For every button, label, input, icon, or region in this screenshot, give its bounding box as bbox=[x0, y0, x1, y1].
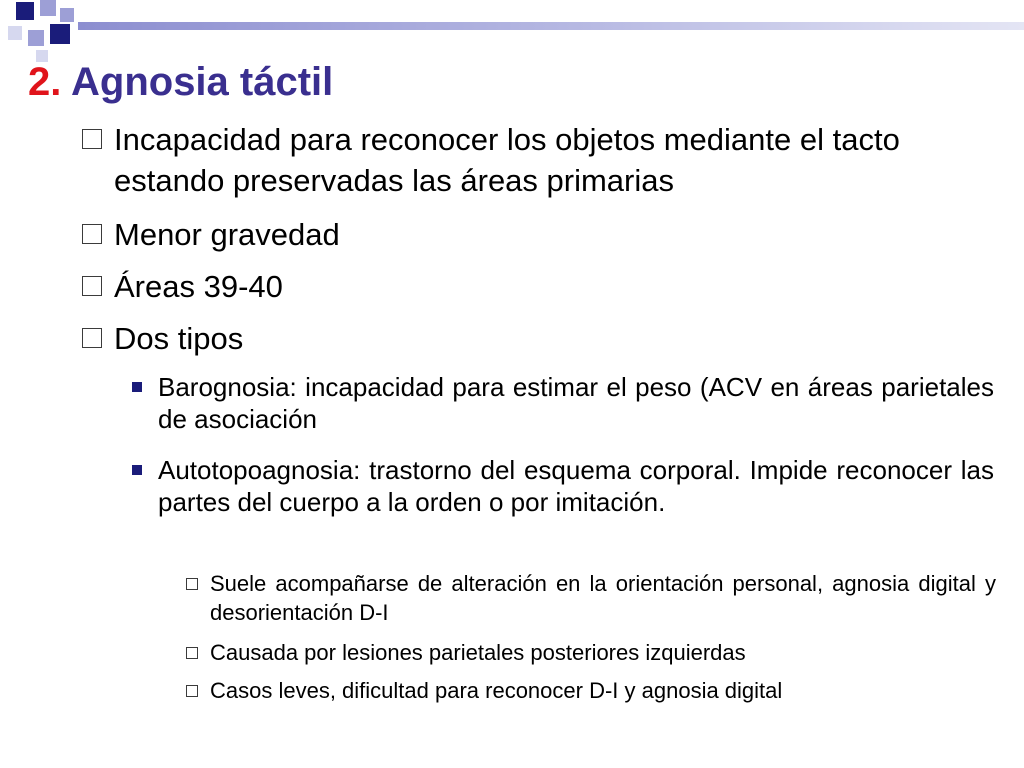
subsubbullet-1 bbox=[186, 569, 996, 627]
subbullet-2-text: Autotopoagnosia: trastorno del esquema corporal. Impide reconocer las partes del cuerpo a la orden o por imitación. bbox=[158, 455, 994, 517]
hollow-square-icon bbox=[82, 224, 102, 244]
hollow-square-icon bbox=[186, 578, 198, 590]
bullet-4 bbox=[82, 318, 1002, 359]
title-number: 2. bbox=[28, 60, 62, 104]
subsubbullet-3-text: Casos leves, dificultad para reconocer D-I y agnosia digital bbox=[210, 678, 783, 703]
decor-top-bar bbox=[78, 22, 1024, 30]
decor-square-lavender-3 bbox=[28, 30, 44, 46]
decor-square-lavender-1 bbox=[40, 0, 56, 16]
decor-square-navy-1 bbox=[16, 2, 34, 20]
filled-square-icon bbox=[132, 382, 142, 392]
bullet-2-text: Menor gravedad bbox=[114, 217, 340, 252]
bullet-1-text: Incapacidad para reconocer los objetos mediante el tacto estando preservadas las áreas primarias bbox=[114, 122, 900, 198]
subsubbullet-3 bbox=[186, 676, 996, 705]
title-text: Agnosia táctil bbox=[71, 60, 334, 104]
hollow-square-icon bbox=[186, 685, 198, 697]
subsubbullet-2-text: Causada por lesiones parietales posteriores izquierdas bbox=[210, 640, 746, 665]
hollow-square-icon bbox=[82, 129, 102, 149]
bullet-3-text: Áreas 39-40 bbox=[114, 269, 283, 304]
bullet-2 bbox=[82, 214, 1002, 255]
bullet-3 bbox=[82, 266, 1002, 307]
slide-title bbox=[28, 58, 333, 106]
subbullet-1-text: Barognosia: incapacidad para estimar el peso (ACV en áreas parietales de asociación bbox=[158, 372, 994, 434]
bullet-4-text: Dos tipos bbox=[114, 321, 244, 356]
bullet-1 bbox=[82, 119, 1002, 201]
decor-square-lavender-2 bbox=[60, 8, 74, 22]
hollow-square-icon bbox=[82, 276, 102, 296]
hollow-square-icon bbox=[186, 647, 198, 659]
subbullet-2 bbox=[132, 454, 994, 550]
subbullet-1 bbox=[132, 371, 994, 435]
subsubbullet-1-text: Suele acompañarse de alteración en la orientación personal, agnosia digital y desorientación D-I bbox=[210, 571, 996, 625]
decor-square-navy-2 bbox=[50, 24, 70, 44]
hollow-square-icon bbox=[82, 328, 102, 348]
decor-square-light-1 bbox=[8, 26, 22, 40]
filled-square-icon bbox=[132, 465, 142, 475]
subsubbullet-2 bbox=[186, 638, 996, 667]
